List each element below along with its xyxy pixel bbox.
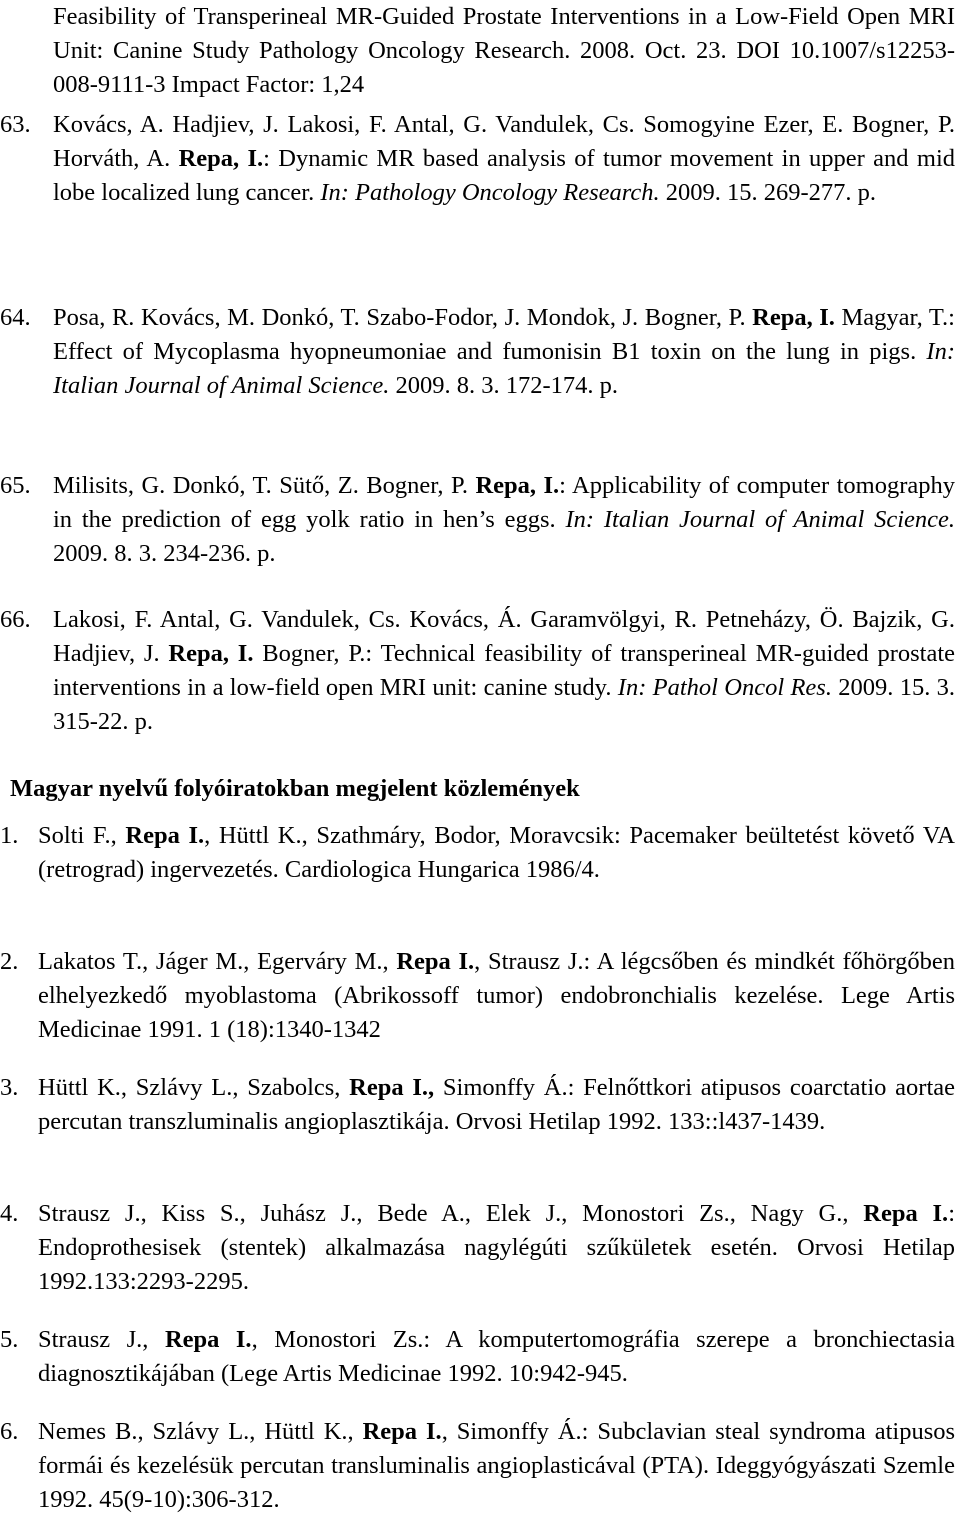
hungarian-publication-entry <box>0 1197 955 1299</box>
publication-journal: In: Pathol Oncol Res. <box>617 674 832 701</box>
publication-authors: Strausz J., <box>38 1326 165 1353</box>
publication-entry <box>0 603 956 739</box>
highlighted-author: Repa I., <box>349 1074 435 1101</box>
section-heading: Magyar nyelvű folyóiratokban megjelent közlemények <box>10 775 580 802</box>
highlighted-author: Repa I. <box>125 822 205 849</box>
publication-authors: Lakatos T., Jáger M., Egerváry M., <box>38 948 397 975</box>
highlighted-author: Repa, I. <box>178 145 264 172</box>
publication-authors: Hüttl K., Szlávy L., Szabolcs, <box>38 1074 350 1101</box>
publication-number: 2. <box>0 948 19 975</box>
publication-journal: In: Italian Journal of Animal Science. <box>565 506 955 533</box>
publication-authors: Strausz J., Kiss S., Juhász J., Bede A., Elek J., Monostori Zs., Nagy G., <box>38 1200 864 1227</box>
publication-authors: Nemes B., Szlávy L., Hüttl K., <box>38 1418 363 1445</box>
highlighted-author: Repa I. <box>863 1200 949 1227</box>
publication-details: 2009. 15. 3. 315-22. p. <box>53 674 956 735</box>
publication-number: 63. <box>0 111 31 138</box>
publication-rest: : Endoprothesisek (stentek) alkalmazása nagylégúti szűkületek esetén. Orvosi Hetilap 1992.133:2293-2295. <box>38 1200 955 1295</box>
highlighted-author: Repa, I. <box>168 640 254 667</box>
publication-authors: Solti F., <box>38 822 126 849</box>
publication-details: 2009. 8. 3. 172-174. p. <box>389 372 619 399</box>
publication-rest: , Monostori Zs.: A komputertomográfia szerepe a bronchiectasia diagnosztikájában (Lege Artis Medicinae 1992. 10:942-945. <box>38 1326 955 1387</box>
publication-rest: , Simonffy Á.: Subclavian steal syndroma atipusos formái és kezelésük percutan transluminalis angioplasticával (PTA). Ideggyógyászati Szemle 1992. 45(9-10):306-312. <box>38 1418 956 1513</box>
publication-number: 65. <box>0 472 31 499</box>
publication-authors: Posa, R. Kovács, M. Donkó, T. Szabo-Fodor, J. Mondok, J. Bogner, P. <box>53 304 753 331</box>
hungarian-publication-entry <box>0 945 956 1047</box>
publication-rest: , Hüttl K., Szathmáry, Bodor, Moravcsik: Pacemaker beültetést követő VA (retrograd) ingervezetés. Cardiologica Hungarica 1986/4. <box>38 822 955 883</box>
publication-authors: Milisits, G. Donkó, T. Sütő, Z. Bogner, P. <box>53 472 476 499</box>
publication-details: 2009. 8. 3. 234-236. p. <box>53 540 276 567</box>
hungarian-publication-entry <box>0 1071 955 1139</box>
publication-journal: In: Pathology Oncology Research. <box>320 179 660 206</box>
publication-title: Bogner, P.: Technical feasibility of transperineal MR-guided prostate interventions in a low-field open MRI unit: canine study. <box>53 640 956 701</box>
highlighted-author: Repa I. <box>396 948 475 975</box>
publication-number: 66. <box>0 606 31 633</box>
publication-title: : Applicability of computer tomography in the prediction of egg yolk ratio in hen’s eggs. <box>53 472 955 533</box>
continued-reference-text: Feasibility of Transperineal MR-Guided Prostate Interventions in a Low-Field Open MRI Unit: Canine Study Pathology Oncology Research. 2008. Oct. 23. DOI 10.1007/s12253-008-9111-3 Impact Factor: 1,24 <box>53 3 955 98</box>
hungarian-publication-entry <box>0 1323 955 1391</box>
publication-number: 3. <box>0 1074 19 1101</box>
hungarian-publication-entry <box>0 819 955 887</box>
publication-number: 6. <box>0 1418 19 1445</box>
publication-number: 5. <box>0 1326 19 1353</box>
publication-rest: , Strausz J.: A légcsőben és mindkét főhörgőben elhelyezkedő myoblastoma (Abrikossoff tumor) endobronchialis kezelése. Lege Artis Medicinae 1991. 1 (18):1340-1342 <box>38 948 956 1043</box>
highlighted-author: Repa I. <box>164 1326 252 1353</box>
publication-journal: In: Italian Journal of Animal Science. <box>53 338 955 399</box>
publication-title: Magyar, T.: Effect of Mycoplasma hyopneumoniae and fumonisin B1 toxin on the lung in pigs. <box>53 304 955 365</box>
publication-entry <box>0 469 955 571</box>
publication-rest: Simonffy Á.: Felnőttkori atipusos coarctatio aortae percutan transzluminalis angioplasztikája. Orvosi Hetilap 1992. 133::l437-1439. <box>38 1074 955 1135</box>
highlighted-author: Repa, I. <box>752 304 835 331</box>
publication-entry <box>0 108 956 210</box>
publication-details: 2009. 15. 269-277. p. <box>659 179 877 206</box>
continued-reference <box>53 0 955 102</box>
publication-number: 64. <box>0 304 31 331</box>
publication-authors: Kovács, A. Hadjiev, J. Lakosi, F. Antal, G. Vandulek, Cs. Somogyine Ezer, E. Bogner, P. Horváth, A. <box>53 111 955 172</box>
highlighted-author: Repa, I. <box>475 472 560 499</box>
publication-number: 4. <box>0 1200 19 1227</box>
publication-authors: Lakosi, F. Antal, G. Vandulek, Cs. Kovács, Á. Garamvölgyi, R. Petneházy, Ö. Bajzik, G. Hadjiev, J. <box>53 606 955 667</box>
publication-number: 1. <box>0 822 19 849</box>
hungarian-publication-entry <box>0 1415 956 1517</box>
publication-entry <box>0 301 955 403</box>
highlighted-author: Repa I. <box>362 1418 442 1445</box>
publication-title: : Dynamic MR based analysis of tumor movement in upper and mid lobe localized lung cancer. <box>53 145 956 206</box>
